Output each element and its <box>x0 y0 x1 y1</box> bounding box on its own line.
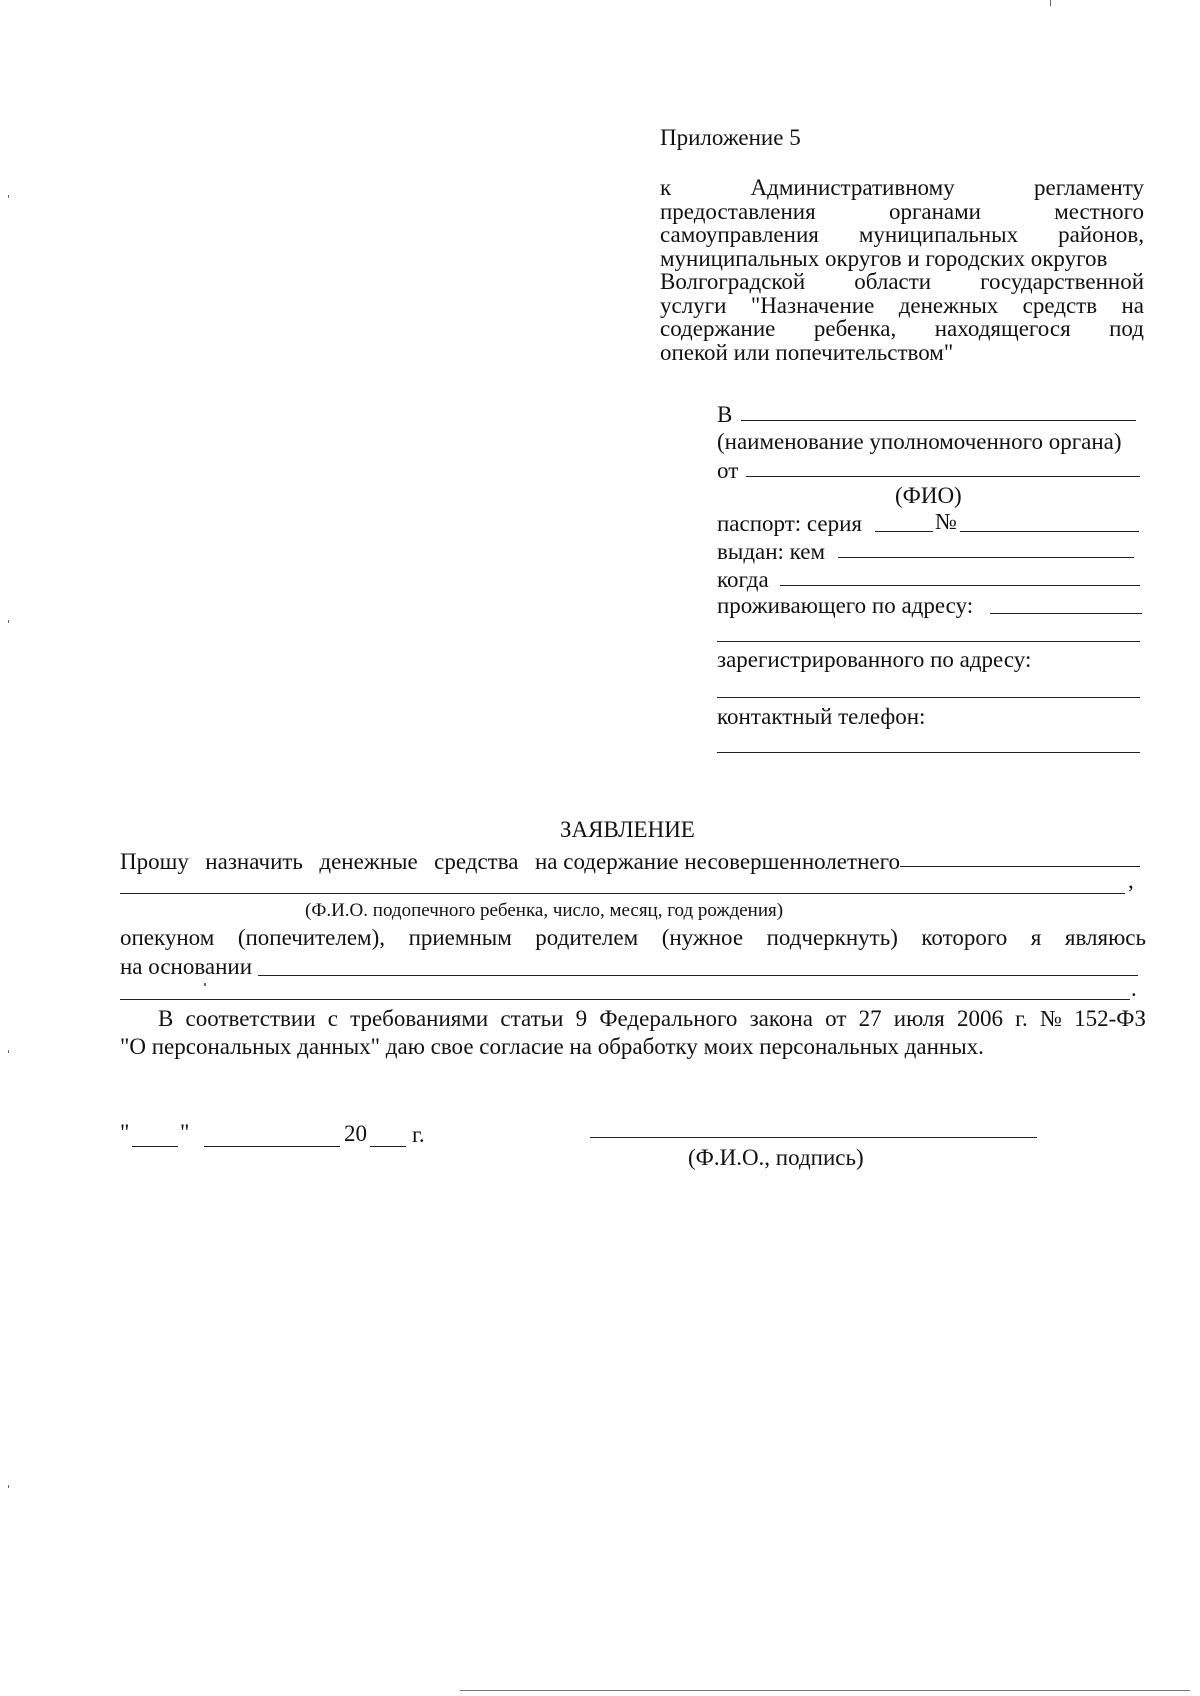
residence-field-continued[interactable] <box>717 641 1140 642</box>
consent-line-2: "О персональных данных" даю свое согласие на обработку моих персональных данных. <box>120 1034 984 1059</box>
passport-number-field[interactable] <box>960 531 1139 532</box>
child-field-continued[interactable] <box>120 893 1125 894</box>
appendix-title: Приложение 5 <box>660 125 801 150</box>
date-year-suffix: г. <box>412 1122 425 1147</box>
statement-title: ЗАЯВЛЕНИЕ <box>560 817 695 842</box>
to-caption: (наименование уполномоченного органа) <box>717 429 1122 454</box>
signature-field[interactable] <box>590 1137 1037 1138</box>
phone-label: контактный телефон: <box>717 704 926 729</box>
residence-field[interactable] <box>990 613 1142 614</box>
reference-line: опекой или попечительством" <box>660 339 954 365</box>
passport-series-label: паспорт: серия <box>717 511 863 536</box>
basis-field-continued[interactable] <box>120 999 1130 1000</box>
reference-line: Волгоградской области государственной <box>660 269 1144 294</box>
child-field[interactable] <box>900 866 1140 867</box>
child-caption: (Ф.И.О. подопечного ребенка, число, месяц, год рождения) <box>305 900 784 921</box>
reference-line: предоставления органами местного <box>660 198 1144 224</box>
request-line: Прошу назначить денежные средства на содержание несовершеннолетнего <box>120 849 900 874</box>
residence-label: проживающего по адресу: <box>717 593 974 618</box>
reference-line: содержание ребенка, находящегося под <box>660 316 1144 341</box>
signature-caption: (Ф.И.О., подпись) <box>688 1145 864 1170</box>
to-field[interactable] <box>741 420 1136 421</box>
registration-field[interactable] <box>717 697 1140 698</box>
phone-field[interactable] <box>717 752 1140 753</box>
date-month-field[interactable] <box>204 1146 340 1147</box>
date-day-field[interactable] <box>132 1146 178 1147</box>
basis-field[interactable] <box>258 975 1138 976</box>
scan-mark <box>204 983 206 986</box>
basis-label: на основании <box>120 954 253 979</box>
scan-mark <box>8 1485 9 1488</box>
reference-line: муниципальных округов и городских округов <box>660 245 1108 271</box>
passport-number-label: № <box>935 509 957 534</box>
date-year-field[interactable] <box>370 1146 406 1147</box>
date-quote-close: " <box>180 1120 190 1145</box>
registration-label: зарегистрированного по адресу: <box>717 647 1032 672</box>
issued-by-label: выдан: кем <box>717 539 826 564</box>
when-field[interactable] <box>780 585 1140 586</box>
from-field[interactable] <box>746 476 1140 477</box>
basis-period: . <box>1131 976 1137 1001</box>
when-label: когда <box>717 567 769 592</box>
scan-mark <box>8 620 9 623</box>
scan-mark <box>1050 0 1051 6</box>
issued-by-field[interactable] <box>838 557 1134 558</box>
reference-line: самоуправления муниципальных районов, <box>660 222 1144 247</box>
from-label: от <box>717 458 739 483</box>
from-caption: (ФИО) <box>895 483 962 508</box>
regulation-reference <box>660 176 1144 364</box>
reference-line: услуги "Назначение денежных средств на <box>660 292 1144 318</box>
scan-edge-line <box>460 1690 1190 1691</box>
child-field-comma: , <box>1128 868 1134 893</box>
date-quote-open: " <box>120 1120 130 1145</box>
passport-series-field[interactable] <box>875 531 933 532</box>
to-label: В <box>717 402 733 427</box>
date-year-prefix: 20 <box>344 1121 367 1146</box>
reference-line: к Административному регламенту <box>660 175 1144 200</box>
consent-line-1: В соответствии с требованиями статьи 9 Федерального закона от 27 июля 2006 г. № 152-ФЗ <box>158 1006 1146 1031</box>
scan-mark <box>8 195 9 198</box>
guardian-line: опекуном (попечителем), приемным родителем (нужное подчеркнуть) которого я являюсь <box>120 925 1146 950</box>
scan-mark <box>8 1050 9 1053</box>
